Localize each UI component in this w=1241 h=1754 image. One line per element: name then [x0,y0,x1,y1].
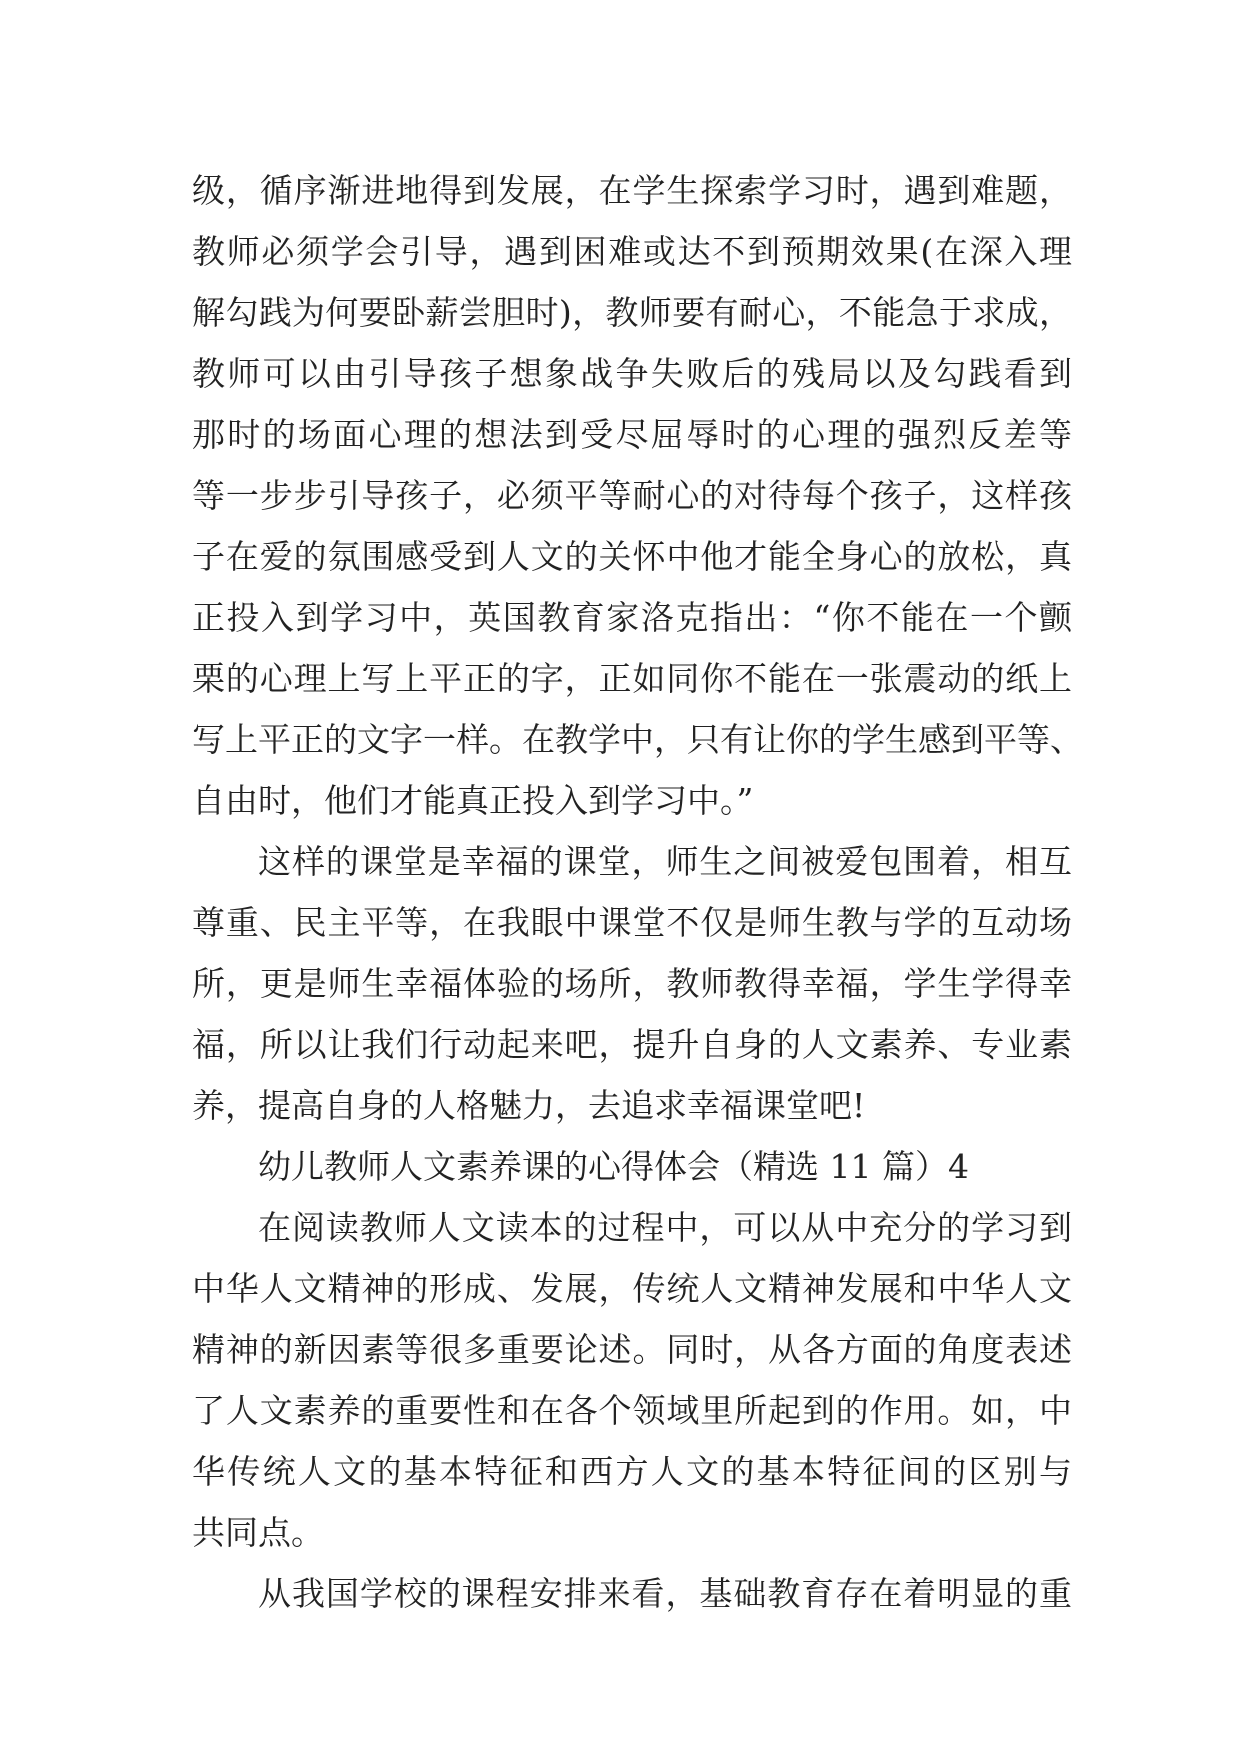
text-line: 这样的课堂是幸福的课堂，师生之间被爱包围着，相互 [258,842,1072,881]
text-line: 自由时，他们才能真正投入到学习中。” [192,781,754,820]
section-heading: 幼儿教师人文素养课的心得体会（精选 11 篇）4 [258,1147,969,1186]
text-line: 所，更是师生幸福体验的场所，教师教得幸福，学生学得幸 [192,964,1072,1003]
text-line: 写上平正的文字一样。在教学中，只有让你的学生感到平等、 [192,720,1083,759]
text-line: 解勾践为何要卧薪尝胆时)，教师要有耐心，不能急于求成， [192,293,1072,332]
text-line: 了人文素养的重要性和在各个领域里所起到的作用。如，中 [192,1391,1072,1430]
text-line: 那时的场面心理的想法到受尽屈辱时的心理的强烈反差等 [192,415,1072,454]
text-line: 子在爱的氛围感受到人文的关怀中他才能全身心的放松，真 [192,537,1072,576]
text-line: 教师可以由引导孩子想象战争失败后的残局以及勾践看到 [192,354,1072,393]
document-body [192,160,1083,1624]
text-line: 精神的新因素等很多重要论述。同时，从各方面的角度表述 [192,1330,1072,1369]
text-line: 福，所以让我们行动起来吧，提升自身的人文素养、专业素 [192,1025,1072,1064]
text-line: 从我国学校的课程安排来看，基础教育存在着明显的重 [258,1574,1072,1613]
text-line: 等一步步引导孩子，必须平等耐心的对待每个孩子，这样孩 [192,476,1072,515]
text-line: 共同点。 [192,1513,324,1552]
text-line: 教师必须学会引导，遇到困难或达不到预期效果(在深入理 [192,232,1072,271]
text-line: 中华人文精神的形成、发展，传统人文精神发展和中华人文 [192,1269,1072,1308]
text-line: 正投入到学习中，英国教育家洛克指出：“你不能在一个颤 [192,598,1072,637]
text-line: 在阅读教师人文读本的过程中，可以从中充分的学习到 [258,1208,1072,1247]
text-line: 尊重、民主平等，在我眼中课堂不仅是师生教与学的互动场 [192,903,1072,942]
text-line: 华传统人文的基本特征和西方人文的基本特征间的区别与 [192,1452,1072,1491]
text-line: 级，循序渐进地得到发展，在学生探索学习时，遇到难题， [192,171,1072,210]
text-line: 栗的心理上写上平正的字，正如同你不能在一张震动的纸上 [192,659,1072,698]
text-line: 养，提高自身的人格魅力，去追求幸福课堂吧! [192,1086,866,1125]
